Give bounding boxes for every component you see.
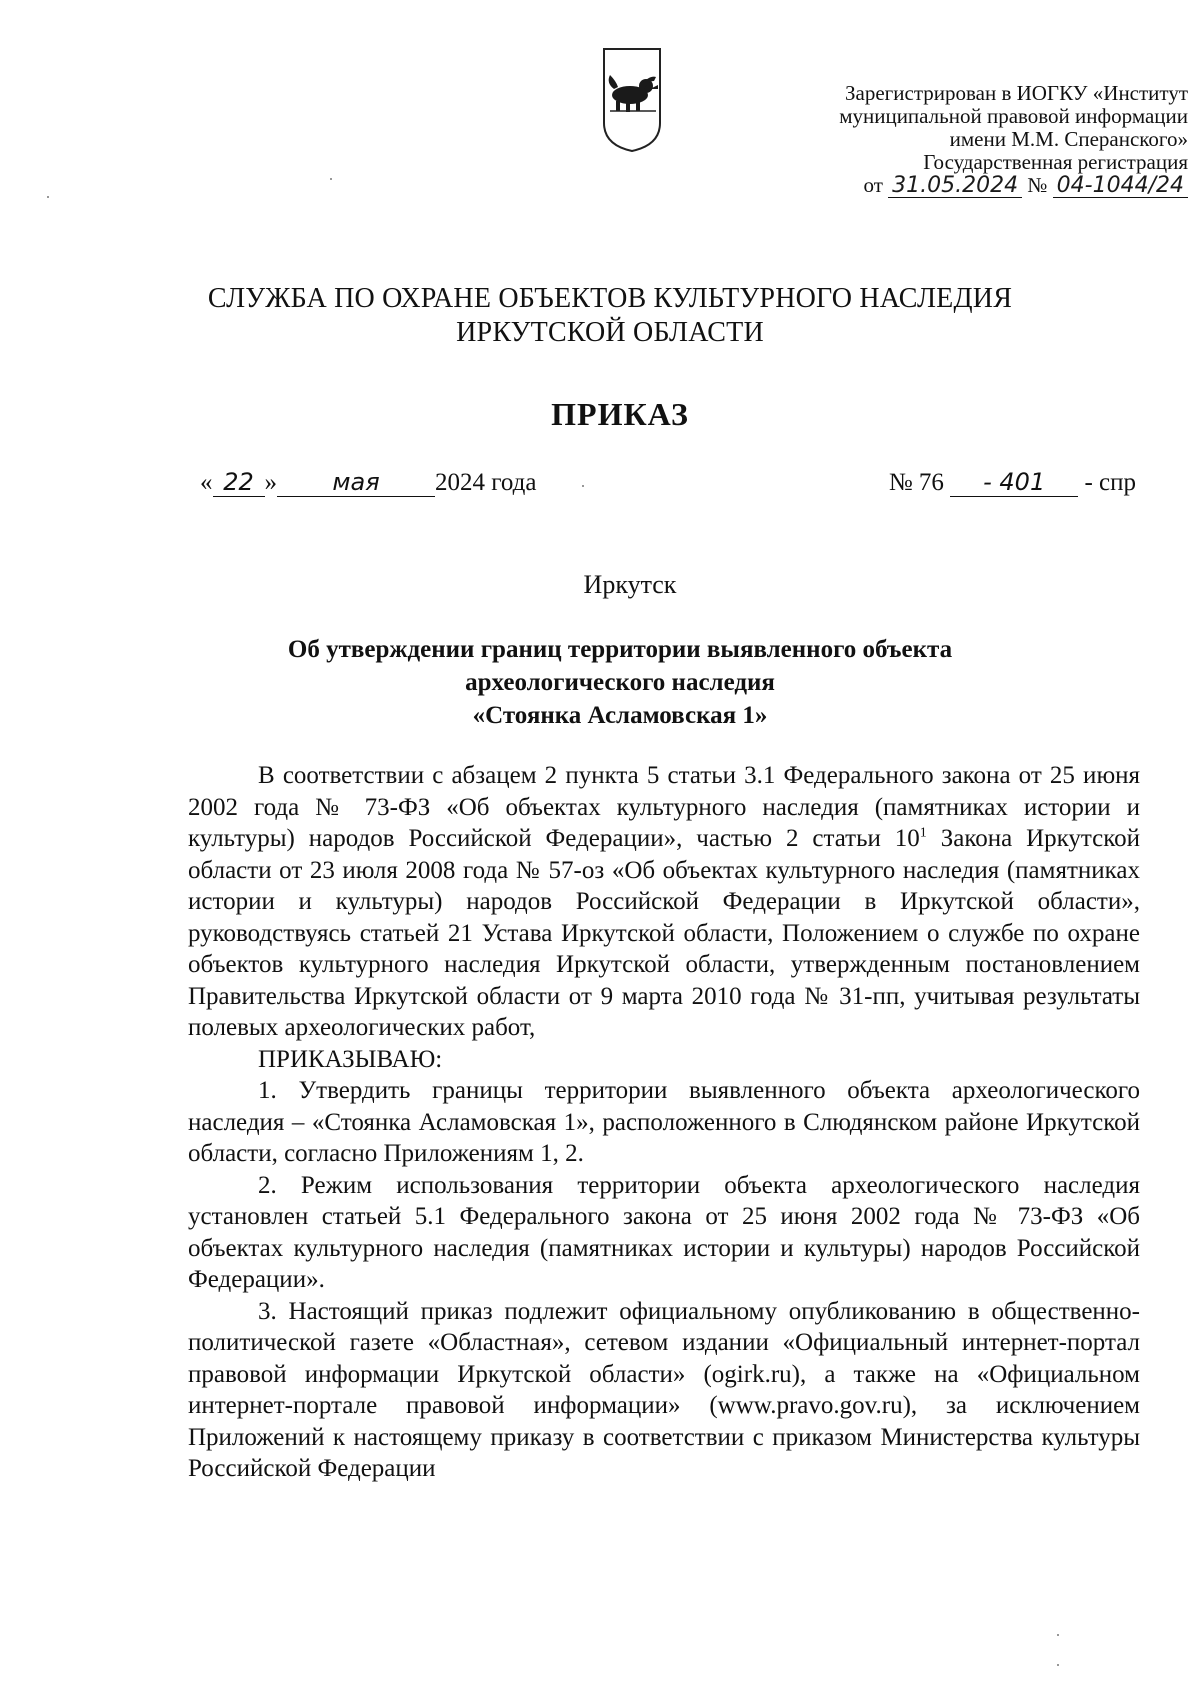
registration-line: Зарегистрирован в ИОГКУ «Институт [844,81,1188,105]
coat-of-arms-icon [600,45,664,153]
registration-line: муниципальной правовой информации [839,104,1188,128]
scan-speck [330,178,332,180]
organization-line: СЛУЖБА ПО ОХРАНЕ ОБЪЕКТОВ КУЛЬТУРНОГО НАСЛЕДИЯ [207,283,1013,314]
registration-date: 31.05.2024 [888,174,1022,198]
preamble-text: В соответствии с абзацем 2 пункта 5 статьи 3.1 Федерального закона от 25 июня 2002 года № 73-ФЗ «Об объектах культурного наследия (памятниках истории и культуры) народов Российской Федерации», частью 2 статьи 10 [188,762,1140,852]
registration-line: имени М.М. Сперанского» [949,127,1188,151]
date-year: 2024 года [435,469,537,496]
scan-speck [1057,1634,1059,1636]
superscript: 1 [919,825,927,841]
date-close-quote: » [264,469,277,496]
date-month: мая [277,468,435,497]
number-prefix: № 76 [888,469,944,496]
scan-speck [582,485,584,487]
order-number [889,468,1136,497]
command-word: ПРИКАЗЫВАЮ: [258,1045,443,1073]
number-suffix: - спр [1084,469,1136,496]
date-open-quote: « [200,469,213,496]
organization-name [180,282,1040,350]
order-item-2: 2. Режим использования территории объекта археологического наследия установлен статьей 5.1 Федерального закона от 25 июня 2002 года № 73-ФЗ «Об объектах культурного наследия (памятниках истории и культуры) народов Российской Федерации». [188,1171,1140,1293]
title-line: Об утверждении границ территории выявленного объекта [287,636,953,663]
preamble-paragraph [188,760,1140,1044]
registration-stamp [768,82,1188,198]
organization-line: ИРКУТСКОЙ ОБЛАСТИ [456,317,764,348]
order-date [200,468,536,497]
title-line: «Стоянка Асламовская 1» [472,702,768,729]
date-day: 22 [213,468,265,497]
order-item-3: 3. Настоящий приказ подлежит официальному опубликованию в общественно-политической газете «Областная», сетевом издании «Официальный интернет-портал правовой информации Иркутской области» (ogirk.ru), а также на «Официальном интернет-портале правовой информации» (www.pravo.gov.ru), за исключением Приложений к настоящему приказу в соответствии с приказом Министерства культуры Российской Федерации [188,1297,1140,1482]
registration-line: Государственная регистрация [923,150,1188,174]
city: Иркутск [583,570,677,599]
title-line: археологического наследия [465,669,775,696]
registration-number-label: № [1027,173,1048,197]
document-type: ПРИКАЗ [551,396,689,432]
scan-speck [1057,1664,1059,1666]
scan-speck [47,196,49,198]
order-body [188,760,1140,1485]
number-value: - 401 [950,468,1078,497]
registration-from-label: от [863,173,883,197]
order-title [210,633,1030,732]
order-item-1: 1. Утвердить границы территории выявленного объекта археологического наследия – «Стоянка Асламовская 1», расположенного в Слюдянском районе Иркутской области, согласно Приложениям 1, 2. [188,1077,1140,1167]
preamble-text-cont: Закона Иркутской области от 23 июля 2008 года № 57-оз «Об объектах культурного наследия (памятниках истории и культуры) народов Российской Федерации в Иркутской области», руководствуясь статьей 21 Устава Иркутской области, Положением о службе по охране объектов культурного наследия Иркутской области, утвержденным постановлением Правительства Иркутской области от 9 марта 2010 года № 31-пп, учитывая результаты полевых археологических работ, [188,825,1141,1041]
registration-number: 04-1044/24 [1053,174,1188,198]
registration-number-line [768,174,1188,198]
